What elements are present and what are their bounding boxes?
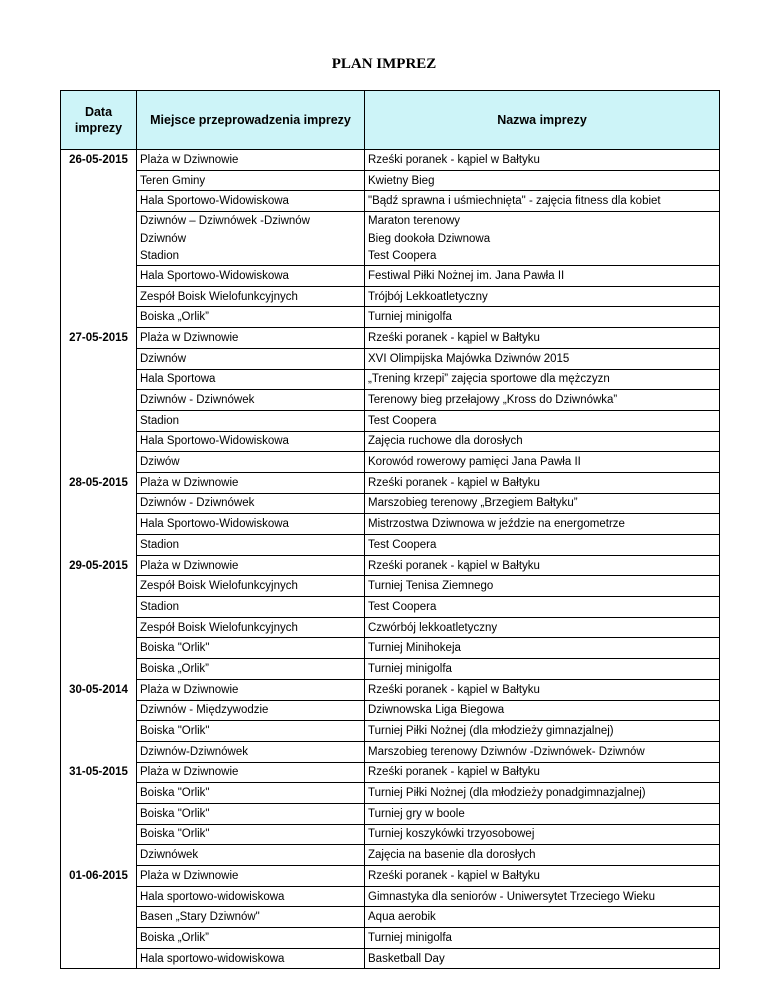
event-name-cell: Basketball Day bbox=[365, 948, 720, 969]
table-row bbox=[61, 248, 720, 266]
date-cell bbox=[61, 248, 137, 266]
place-cell: Boiska „Orlik” bbox=[137, 307, 365, 328]
date-cell bbox=[61, 617, 137, 638]
date-cell bbox=[61, 212, 137, 230]
date-cell bbox=[61, 390, 137, 411]
event-name-cell: Mistrzostwa Dziwnowa w jeździe na energometrze bbox=[365, 514, 720, 535]
event-name-cell: Turniej Piłki Nożnej (dla młodzieży ponadgimnazjalnej) bbox=[365, 783, 720, 804]
date-cell bbox=[61, 493, 137, 514]
date-cell bbox=[61, 803, 137, 824]
place-cell: Dziwnówek bbox=[137, 845, 365, 866]
place-cell: Boiska "Orlik" bbox=[137, 783, 365, 804]
table-row bbox=[61, 700, 720, 721]
place-cell: Stadion bbox=[137, 410, 365, 431]
table-row bbox=[61, 390, 720, 411]
table-row bbox=[61, 535, 720, 556]
date-cell: 27-05-2015 bbox=[61, 328, 137, 349]
table-row bbox=[61, 452, 720, 473]
date-cell: 30-05-2014 bbox=[61, 679, 137, 700]
event-name-cell: Rześki poranek - kąpiel w Bałtyku bbox=[365, 555, 720, 576]
events-table bbox=[60, 90, 720, 969]
event-name-cell: Turniej gry w boole bbox=[365, 803, 720, 824]
place-cell: Dziwnów – Dziwnówek -Dziwnów bbox=[137, 212, 365, 230]
date-cell bbox=[61, 783, 137, 804]
date-cell bbox=[61, 348, 137, 369]
date-cell bbox=[61, 824, 137, 845]
event-name-cell: "Bądź sprawna i uśmiechnięta" - zajęcia fitness dla kobiet bbox=[365, 191, 720, 212]
place-cell: Hala sportowo-widowiskowa bbox=[137, 948, 365, 969]
event-name-cell: Turniej minigolfa bbox=[365, 307, 720, 328]
date-cell bbox=[61, 700, 137, 721]
event-name-cell: Maraton terenowy bbox=[365, 212, 720, 230]
event-name-cell: Turniej Tenisa Ziemnego bbox=[365, 576, 720, 597]
place-cell: Hala Sportowo-Widowiskowa bbox=[137, 431, 365, 452]
event-name-cell: Festiwal Piłki Nożnej im. Jana Pawła II bbox=[365, 266, 720, 287]
date-cell bbox=[61, 286, 137, 307]
date-cell bbox=[61, 452, 137, 473]
place-cell: Hala Sportowa bbox=[137, 369, 365, 390]
table-row bbox=[61, 230, 720, 248]
event-name-cell: Trójbój Lekkoatletyczny bbox=[365, 286, 720, 307]
date-cell: 01-06-2015 bbox=[61, 866, 137, 887]
place-cell: Plaża w Dziwnowie bbox=[137, 679, 365, 700]
date-cell bbox=[61, 266, 137, 287]
place-cell: Hala sportowo-widowiskowa bbox=[137, 886, 365, 907]
table-header-row bbox=[61, 91, 720, 150]
date-cell bbox=[61, 514, 137, 535]
date-cell bbox=[61, 659, 137, 680]
place-cell: Plaża w Dziwnowie bbox=[137, 472, 365, 493]
date-cell: 29-05-2015 bbox=[61, 555, 137, 576]
header-date: Data imprezy bbox=[61, 91, 137, 150]
place-cell: Boiska "Orlik" bbox=[137, 638, 365, 659]
date-cell bbox=[61, 845, 137, 866]
event-name-cell: Turniej minigolfa bbox=[365, 659, 720, 680]
event-name-cell: Gimnastyka dla seniorów - Uniwersytet Trzeciego Wieku bbox=[365, 886, 720, 907]
table-row bbox=[61, 514, 720, 535]
event-name-cell: Test Coopera bbox=[365, 410, 720, 431]
event-name-cell: „Trening krzepi” zajęcia sportowe dla mężczyzn bbox=[365, 369, 720, 390]
table-row bbox=[61, 928, 720, 949]
date-cell bbox=[61, 597, 137, 618]
table-row bbox=[61, 907, 720, 928]
date-cell bbox=[61, 638, 137, 659]
table-body bbox=[61, 150, 720, 969]
place-cell: Dziwnów - Dziwnówek bbox=[137, 390, 365, 411]
event-name-cell: Rześki poranek - kąpiel w Bałtyku bbox=[365, 679, 720, 700]
event-name-cell: Dziwnowska Liga Biegowa bbox=[365, 700, 720, 721]
date-cell bbox=[61, 230, 137, 248]
table-row bbox=[61, 493, 720, 514]
table-row bbox=[61, 803, 720, 824]
event-name-cell: Marszobieg terenowy Dziwnów -Dziwnówek- Dziwnów bbox=[365, 741, 720, 762]
date-cell bbox=[61, 948, 137, 969]
date-cell bbox=[61, 907, 137, 928]
table-row bbox=[61, 617, 720, 638]
table-row bbox=[61, 472, 720, 493]
table-row bbox=[61, 948, 720, 969]
table-row bbox=[61, 659, 720, 680]
place-cell: Dziwnów bbox=[137, 348, 365, 369]
place-cell: Boiska "Orlik" bbox=[137, 803, 365, 824]
date-cell bbox=[61, 170, 137, 191]
place-cell: Stadion bbox=[137, 535, 365, 556]
table-row bbox=[61, 410, 720, 431]
event-name-cell: Test Coopera bbox=[365, 248, 720, 266]
place-cell: Zespół Boisk Wielofunkcyjnych bbox=[137, 286, 365, 307]
table-row bbox=[61, 328, 720, 349]
header-place: Miejsce przeprowadzenia imprezy bbox=[137, 91, 365, 150]
event-name-cell: Rześki poranek - kąpiel w Bałtyku bbox=[365, 762, 720, 783]
place-cell: Hala Sportowo-Widowiskowa bbox=[137, 191, 365, 212]
table-row bbox=[61, 741, 720, 762]
event-name-cell: Kwietny Bieg bbox=[365, 170, 720, 191]
place-cell: Boiska "Orlik" bbox=[137, 721, 365, 742]
event-name-cell: Zajęcia ruchowe dla dorosłych bbox=[365, 431, 720, 452]
place-cell: Stadion bbox=[137, 597, 365, 618]
place-cell: Boiska "Orlik" bbox=[137, 824, 365, 845]
table-row bbox=[61, 212, 720, 230]
table-row bbox=[61, 638, 720, 659]
table-row bbox=[61, 597, 720, 618]
table-row bbox=[61, 721, 720, 742]
table-row bbox=[61, 307, 720, 328]
event-name-cell: Test Coopera bbox=[365, 597, 720, 618]
table-row bbox=[61, 866, 720, 887]
date-cell bbox=[61, 369, 137, 390]
date-cell bbox=[61, 431, 137, 452]
place-cell: Dziwnów - Międzywodzie bbox=[137, 700, 365, 721]
place-cell: Hala Sportowo-Widowiskowa bbox=[137, 266, 365, 287]
date-cell bbox=[61, 191, 137, 212]
table-row bbox=[61, 431, 720, 452]
event-name-cell: Aqua aerobik bbox=[365, 907, 720, 928]
table-row bbox=[61, 886, 720, 907]
event-name-cell: Rześki poranek - kąpiel w Bałtyku bbox=[365, 866, 720, 887]
event-name-cell: Rześki poranek - kąpiel w Bałtyku bbox=[365, 472, 720, 493]
place-cell: Zespół Boisk Wielofunkcyjnych bbox=[137, 617, 365, 638]
event-name-cell: Turniej koszykówki trzyosobowej bbox=[365, 824, 720, 845]
date-cell bbox=[61, 886, 137, 907]
event-name-cell: Czwórbój lekkoatletyczny bbox=[365, 617, 720, 638]
table-row bbox=[61, 783, 720, 804]
table-row bbox=[61, 555, 720, 576]
place-cell: Boiska „Orlik” bbox=[137, 659, 365, 680]
place-cell: Hala Sportowo-Widowiskowa bbox=[137, 514, 365, 535]
table-row bbox=[61, 348, 720, 369]
header-event-name: Nazwa imprezy bbox=[365, 91, 720, 150]
place-cell: Plaża w Dziwnowie bbox=[137, 762, 365, 783]
event-name-cell: Zajęcia na basenie dla dorosłych bbox=[365, 845, 720, 866]
table-row bbox=[61, 150, 720, 171]
table-row bbox=[61, 679, 720, 700]
place-cell: Dziwnów - Dziwnówek bbox=[137, 493, 365, 514]
event-name-cell: Test Coopera bbox=[365, 535, 720, 556]
table-row bbox=[61, 845, 720, 866]
table-row bbox=[61, 824, 720, 845]
event-name-cell: Turniej Minihokeja bbox=[365, 638, 720, 659]
event-name-cell: Rześki poranek - kąpiel w Bałtyku bbox=[365, 328, 720, 349]
date-cell bbox=[61, 721, 137, 742]
date-cell bbox=[61, 410, 137, 431]
event-name-cell: Korowód rowerowy pamięci Jana Pawła II bbox=[365, 452, 720, 473]
date-cell bbox=[61, 928, 137, 949]
event-name-cell: Terenowy bieg przełajowy „Kross do Dziwnówka” bbox=[365, 390, 720, 411]
place-cell: Teren Gminy bbox=[137, 170, 365, 191]
table-row bbox=[61, 369, 720, 390]
place-cell: Basen „Stary Dziwnów" bbox=[137, 907, 365, 928]
place-cell: Dziwów bbox=[137, 452, 365, 473]
place-cell: Plaża w Dziwnowie bbox=[137, 328, 365, 349]
place-cell: Plaża w Dziwnowie bbox=[137, 555, 365, 576]
date-cell bbox=[61, 576, 137, 597]
page-title: PLAN IMPREZ bbox=[331, 56, 437, 72]
table-row bbox=[61, 170, 720, 191]
event-name-cell: Marszobieg terenowy „Brzegiem Bałtyku” bbox=[365, 493, 720, 514]
place-cell: Stadion bbox=[137, 248, 365, 266]
event-name-cell: XVI Olimpijska Majówka Dziwnów 2015 bbox=[365, 348, 720, 369]
event-name-cell: Turniej Piłki Nożnej (dla młodzieży gimnazjalnej) bbox=[365, 721, 720, 742]
date-cell: 31-05-2015 bbox=[61, 762, 137, 783]
place-cell: Dziwnów-Dziwnówek bbox=[137, 741, 365, 762]
table-row bbox=[61, 762, 720, 783]
place-cell: Dziwnów bbox=[137, 230, 365, 248]
place-cell: Boiska „Orlik” bbox=[137, 928, 365, 949]
date-cell bbox=[61, 741, 137, 762]
date-cell: 28-05-2015 bbox=[61, 472, 137, 493]
place-cell: Zespół Boisk Wielofunkcyjnych bbox=[137, 576, 365, 597]
date-cell bbox=[61, 307, 137, 328]
event-name-cell: Turniej minigolfa bbox=[365, 928, 720, 949]
place-cell: Plaża w Dziwnowie bbox=[137, 150, 365, 171]
event-name-cell: Bieg dookoła Dziwnowa bbox=[365, 230, 720, 248]
table-row bbox=[61, 191, 720, 212]
table-row bbox=[61, 266, 720, 287]
table-row bbox=[61, 286, 720, 307]
date-cell bbox=[61, 535, 137, 556]
date-cell: 26-05-2015 bbox=[61, 150, 137, 171]
table-row bbox=[61, 576, 720, 597]
place-cell: Plaża w Dziwnowie bbox=[137, 866, 365, 887]
event-name-cell: Rześki poranek - kąpiel w Bałtyku bbox=[365, 150, 720, 171]
